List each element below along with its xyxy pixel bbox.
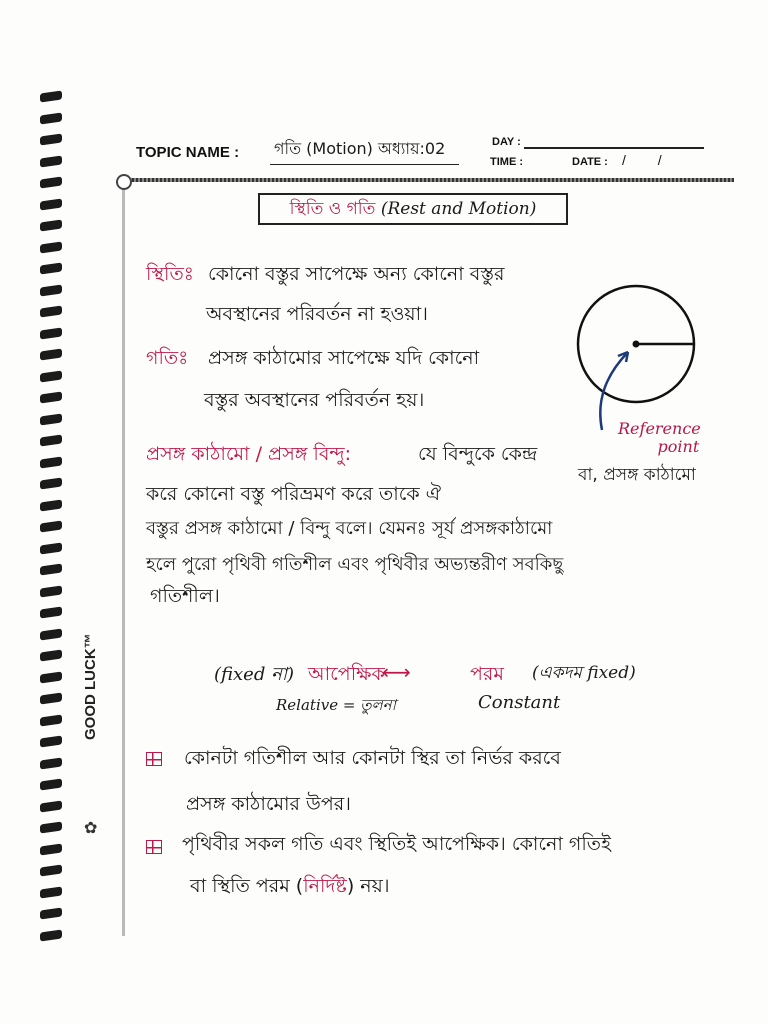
date-value: / /	[622, 152, 676, 168]
absolute-bn: পরম	[470, 663, 504, 685]
absolute-en: Constant	[478, 692, 561, 713]
frame-line-1: যে বিন্দুকে কেন্দ্র	[418, 443, 538, 465]
rest-line-2: অবস্থানের পরিবর্তন না হওয়া।	[206, 303, 428, 325]
spiral-ring	[40, 413, 62, 425]
spiral-ring	[40, 133, 62, 145]
reference-point-label	[618, 420, 701, 456]
reference-circle-figure	[566, 280, 736, 440]
spiral-ring	[40, 176, 62, 188]
spiral-ring	[40, 800, 62, 812]
spiral-ring	[40, 456, 62, 468]
spiral-ring	[40, 929, 62, 941]
topic-name-label: TOPIC NAME :	[136, 144, 240, 161]
spiral-ring	[40, 692, 62, 704]
spiral-ring	[40, 671, 62, 683]
point-1-line-2: প্রসঙ্গ কাঠামোর উপর।	[186, 793, 351, 815]
spiral-ring	[40, 628, 62, 640]
date-label: DATE :	[572, 156, 608, 168]
frame-term: প্রসঙ্গ কাঠামো / প্রসঙ্গ বিন্দু:	[146, 443, 352, 465]
motion-line-1: প্রসঙ্গ কাঠামোর সাপেক্ষে যদি কোনো	[208, 347, 480, 369]
topic-name-value: গতি (Motion) অধ্যায়:02	[270, 136, 459, 165]
spiral-ring	[40, 262, 62, 274]
spiral-ring	[40, 241, 62, 253]
rest-term: স্থিতিঃ	[146, 263, 194, 285]
spiral-ring	[40, 305, 62, 317]
spiral-ring	[40, 112, 62, 124]
spiral-ring	[40, 735, 62, 747]
bee-icon: ✿	[84, 818, 98, 837]
point-2-line-2a: বা স্থিতি পরম (	[190, 875, 304, 897]
relative-en: Relative = তুলনা	[276, 696, 396, 714]
note-bullet-icon	[146, 840, 162, 854]
spiral-ring	[40, 886, 62, 898]
spiral-ring	[40, 327, 62, 339]
spiral-ring	[40, 391, 62, 403]
page-title	[258, 193, 568, 225]
spiral-ring	[40, 434, 62, 446]
spiral-ring	[40, 585, 62, 597]
frame-line-4: হলে পুরো পৃথিবী গতিশীল এবং পৃথিবীর অভ্যন্তরীণ সবকিছু	[146, 554, 564, 575]
spiral-ring	[40, 284, 62, 296]
spiral-ring	[40, 649, 62, 661]
fully-fixed-note: (একদম fixed)	[532, 663, 636, 683]
spiral-ring	[40, 219, 62, 231]
spiral-ring	[40, 606, 62, 618]
spiral-ring	[40, 499, 62, 511]
title-bn: স্থিতি ও গতি	[289, 199, 376, 219]
point-2-line-2b: নির্দিষ্ট	[303, 875, 347, 897]
motion-term: গতিঃ	[146, 347, 189, 369]
spiral-ring	[40, 520, 62, 532]
corner-dot	[116, 174, 132, 190]
spiral-ring	[40, 542, 62, 554]
point-2-line-2c: ) নয়।	[346, 875, 390, 897]
fixed-na-note: (fixed না)	[214, 664, 295, 685]
relative-bn: আপেক্ষিক	[308, 663, 385, 685]
reference-label-1: Reference	[618, 419, 701, 438]
spiral-ring	[40, 90, 62, 102]
margin-line	[122, 176, 125, 936]
spiral-ring	[40, 563, 62, 575]
reference-point-dot	[633, 341, 640, 348]
spiral-ring	[40, 477, 62, 489]
spiral-ring	[40, 348, 62, 360]
spiral-ring	[40, 907, 62, 919]
reference-label-2: point	[657, 437, 700, 456]
spiral-ring	[40, 778, 62, 790]
spiral-ring	[40, 155, 62, 167]
day-line	[524, 147, 704, 149]
spiral-ring	[40, 370, 62, 382]
motion-line-2: বস্তুর অবস্থানের পরিবর্তন হয়।	[204, 389, 425, 411]
title-en: (Rest and Motion)	[380, 199, 537, 219]
point-1-line-1: কোনটা গতিশীল আর কোনটা স্থির তা নির্ভর করবে	[184, 747, 561, 769]
point-2-line-2	[190, 872, 390, 904]
rest-line-1: কোনো বস্তুর সাপেক্ষে অন্য কোনো বস্তুর	[208, 263, 505, 285]
spiral-ring	[40, 821, 62, 833]
day-label: DAY :	[492, 136, 521, 148]
spiral-ring	[40, 843, 62, 855]
header-rule	[124, 178, 734, 182]
double-arrow-icon: ⟷	[382, 660, 411, 684]
spiral-ring	[40, 757, 62, 769]
spiral-ring	[40, 864, 62, 876]
point-2-line-1: পৃথিবীর সকল গতি এবং স্থিতিই আপেক্ষিক। কোনো গতিই	[182, 833, 611, 855]
spiral-ring	[40, 198, 62, 210]
time-label: TIME :	[490, 156, 523, 168]
spiral-ring	[40, 714, 62, 726]
reference-frame-bn: বা, প্রসঙ্গ কাঠামো	[578, 465, 696, 485]
frame-line-2: করে কোনো বস্তু পরিভ্রমণ করে তাকে ঐ	[146, 483, 441, 505]
frame-line-3: বস্তুর প্রসঙ্গ কাঠামো / বিন্দু বলে। যেমনঃ সূর্য প্রসঙ্গকাঠামো	[146, 518, 553, 539]
frame-line-5: গতিশীল।	[150, 585, 220, 607]
note-bullet-icon	[146, 752, 162, 766]
brand-logo: GOOD LUCK™	[82, 633, 99, 740]
spiral-binding	[30, 92, 70, 952]
